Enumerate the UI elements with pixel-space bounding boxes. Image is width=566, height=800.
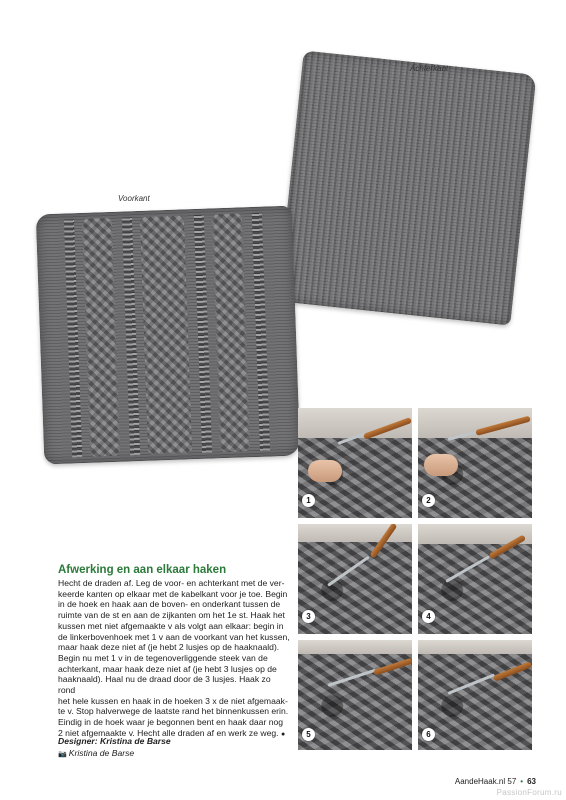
page-number: 63	[527, 777, 536, 786]
step-photo-6	[418, 640, 532, 750]
step-number: 2	[422, 494, 435, 507]
section-heading: Afwerking en aan elkaar haken	[58, 564, 227, 576]
cable-column	[82, 218, 120, 457]
step-number: 5	[302, 728, 315, 741]
step-number: 6	[422, 728, 435, 741]
cable-column	[212, 213, 250, 452]
footer-dot-icon: •	[520, 777, 524, 786]
text-line: Begin nu met 1 v in de tegenoverliggende steek van de	[58, 652, 268, 663]
caption-front: Voorkant	[118, 194, 150, 203]
lace-column	[194, 215, 212, 453]
text-line: haaknaald). Haal nu de draad door de 3 lusjes. Haak zo rond	[58, 674, 271, 696]
lace-column	[122, 217, 140, 455]
step-photo-2	[418, 408, 532, 518]
step-photo-3	[298, 524, 412, 634]
step-number: 4	[422, 610, 435, 623]
text-line: het hele kussen en haak in de hoeken 3 x de niet afgemaak-	[58, 695, 288, 706]
text-line: de linkerbovenhoek met 1 v aan de voorkant van het kussen,	[58, 631, 290, 642]
lace-column	[252, 213, 270, 451]
text-line-last: 2 niet afgemaakte v. Hecht alle draden af en werk ze weg.	[58, 727, 279, 738]
text-line: in de hoek en haak aan de boven- en onderkant tussen de	[58, 599, 281, 610]
footer-site: AandeHaak.nl 57	[454, 777, 517, 786]
lace-column	[64, 219, 82, 457]
text-line: ruimte van de st en aan de zijkanten om het 1e st. Haak het	[58, 610, 285, 621]
caption-back: Achterkant	[410, 64, 449, 73]
text-line: keerde kanten op elkaar met de kabelkant voor je toe. Begin	[58, 588, 288, 599]
text-line: te v. Stop halverwege de laatste rand het binnenkussen erin.	[58, 706, 289, 717]
step-number: 3	[302, 610, 315, 623]
text-line: achterkant, maar haak deze niet af (je hebt 3 lusjes op de	[58, 663, 277, 674]
page-footer	[455, 777, 536, 786]
text-line: Eindig in de hoek waar je begonnen bent en haak daar nog	[58, 717, 284, 728]
cushion-front-photo	[36, 206, 301, 465]
cushion-back-photo	[277, 50, 536, 325]
text-line: kussen met niet afgemaakte v als volgt aan elkaar: begin in	[58, 620, 284, 631]
step-photo-1	[298, 408, 412, 518]
text-line: maar haak deze niet af (je hebt 2 lusjes op de haaknaald).	[58, 642, 280, 653]
instructions-text	[58, 578, 290, 741]
watermark: PassionForum.ru	[496, 788, 562, 797]
step-number: 1	[302, 494, 315, 507]
cable-column	[140, 215, 192, 454]
end-mark-icon: ●	[280, 730, 286, 738]
designer-credit: Designer: Kristina de Barse	[58, 736, 171, 746]
camera-icon: 📷	[58, 751, 67, 758]
photo-credit	[58, 748, 134, 758]
text-line: Hecht de draden af. Leg de voor- en achterkant met de ver-	[58, 578, 285, 588]
step-photo-5	[298, 640, 412, 750]
step-photo-4	[418, 524, 532, 634]
photo-credit-name: Kristina de Barse	[68, 748, 135, 758]
